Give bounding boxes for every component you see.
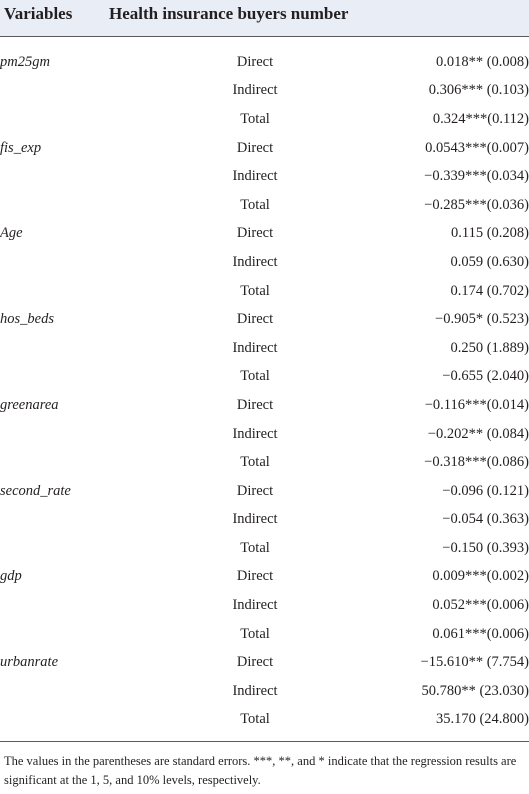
row-variable: greenarea (0, 396, 59, 413)
row-value: 0.250 (1.889) (450, 339, 529, 356)
row-value: −0.150 (0.393) (442, 539, 529, 556)
row-value: 50.780** (23.030) (421, 682, 529, 699)
table-row (0, 591, 529, 620)
table-row (0, 105, 529, 134)
row-value: −0.318***(0.086) (424, 454, 529, 471)
row-value: −0.054 (0.363) (442, 511, 529, 528)
table-footnote: The values in the parentheses are standard errors. ***, **, and * indicate that the regression results are significant at the 1, 5, and 10% levels, respectively. (4, 754, 517, 787)
row-variable (0, 448, 190, 477)
table-row (0, 277, 529, 306)
row-effect: Total (240, 282, 270, 299)
row-variable: gdp (0, 568, 22, 585)
table-row (0, 134, 529, 163)
row-effect: Total (240, 711, 270, 728)
table-row (0, 48, 529, 77)
row-variable: Age (0, 225, 23, 242)
table-row (0, 334, 529, 363)
row-value: 0.059 (0.630) (450, 253, 529, 270)
row-value: 0.115 (0.208) (451, 225, 529, 242)
table-row (0, 620, 529, 649)
row-effect: Direct (236, 568, 274, 585)
row-effect: Indirect (232, 82, 278, 99)
row-value: −0.096 (0.121) (442, 482, 529, 499)
row-variable (0, 506, 190, 535)
row-variable (0, 105, 190, 134)
row-variable (0, 277, 190, 306)
row-effect: Indirect (232, 425, 278, 442)
table-row (0, 477, 529, 506)
row-effect: Direct (236, 53, 274, 70)
row-variable (0, 248, 190, 277)
row-value: 0.061***(0.006) (432, 625, 529, 642)
row-effect: Direct (236, 225, 274, 242)
row-variable (0, 77, 190, 106)
row-effect: Direct (236, 396, 274, 413)
row-effect: Total (240, 196, 270, 213)
row-value: 0.324***(0.112) (432, 110, 529, 127)
row-value: 0.009***(0.002) (432, 568, 529, 585)
row-variable (0, 677, 190, 706)
row-variable (0, 334, 190, 363)
row-effect: Indirect (232, 253, 278, 270)
row-effect: Direct (236, 482, 274, 499)
row-effect: Indirect (232, 682, 278, 699)
row-value: −0.655 (2.040) (442, 368, 529, 385)
row-variable (0, 534, 190, 563)
row-variable: urbanrate (0, 654, 58, 671)
table-row (0, 391, 529, 420)
row-effect: Direct (236, 311, 274, 328)
header-variables: Variables (4, 4, 73, 23)
row-variable (0, 706, 190, 735)
table-row (0, 220, 529, 249)
table-row (0, 677, 529, 706)
row-variable (0, 363, 190, 392)
row-effect: Indirect (232, 339, 278, 356)
row-variable (0, 191, 190, 220)
header-rule (0, 36, 529, 37)
table-header (0, 0, 529, 36)
row-effect: Direct (236, 654, 274, 671)
row-effect: Total (240, 368, 270, 385)
row-variable (0, 620, 190, 649)
row-effect: Direct (236, 139, 274, 156)
row-variable: hos_beds (0, 311, 54, 328)
row-value: −0.116***(0.014) (424, 396, 529, 413)
table-row (0, 563, 529, 592)
row-variable (0, 591, 190, 620)
row-value: −15.610** (7.754) (420, 654, 529, 671)
table-row (0, 648, 529, 677)
row-variable: pm25gm (0, 53, 50, 70)
row-value: 0.018** (0.008) (435, 53, 529, 70)
table-row (0, 363, 529, 392)
table-row (0, 448, 529, 477)
row-value: −0.285***(0.036) (424, 196, 529, 213)
bottom-rule (0, 741, 529, 742)
table-row (0, 77, 529, 106)
row-variable (0, 162, 190, 191)
row-value: −0.202** (0.084) (427, 425, 529, 442)
table-row (0, 305, 529, 334)
table-row (0, 506, 529, 535)
table-row (0, 162, 529, 191)
row-variable: fis_exp (0, 139, 42, 156)
header-outcome: Health insurance buyers number (109, 4, 349, 23)
table-row (0, 420, 529, 449)
table-row (0, 534, 529, 563)
row-effect: Total (240, 454, 270, 471)
row-effect: Total (240, 539, 270, 556)
row-effect: Indirect (232, 597, 278, 614)
row-effect: Indirect (232, 168, 278, 185)
row-effect: Total (240, 625, 270, 642)
row-value: 0.174 (0.702) (450, 282, 529, 299)
table-row (0, 706, 529, 735)
row-value: 0.0543***(0.007) (425, 139, 529, 156)
row-variable: second_rate (0, 482, 71, 499)
row-variable (0, 420, 190, 449)
row-value: −0.905* (0.523) (435, 311, 529, 328)
row-value: 0.306*** (0.103) (428, 82, 529, 99)
table-row (0, 191, 529, 220)
row-effect: Indirect (232, 511, 278, 528)
table-row (0, 248, 529, 277)
table-body (0, 48, 529, 734)
row-value: −0.339***(0.034) (424, 168, 529, 185)
row-effect: Total (240, 110, 270, 127)
row-value: 0.052***(0.006) (432, 597, 529, 614)
row-value: 35.170 (24.800) (435, 711, 529, 728)
